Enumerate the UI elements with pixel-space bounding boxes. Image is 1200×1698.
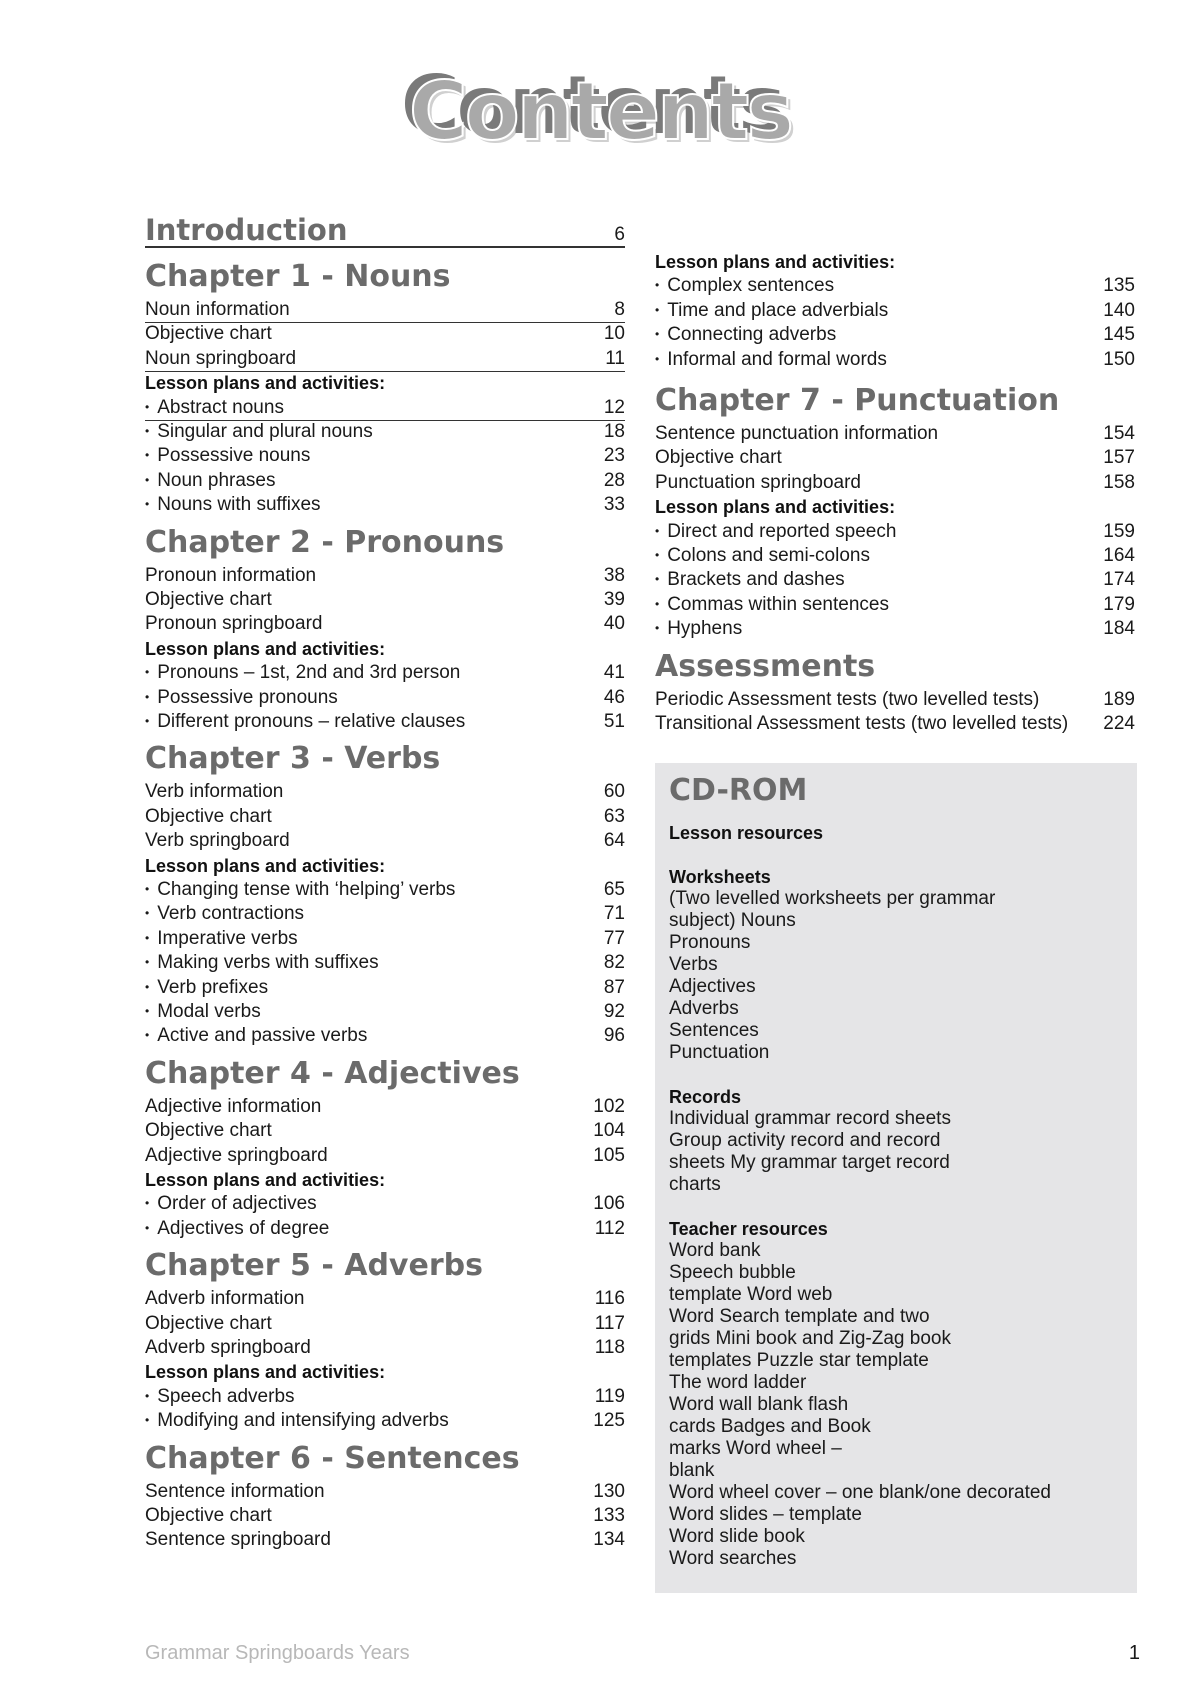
- toc-entry-page: 64: [603, 830, 625, 852]
- toc-entry[interactable]: [655, 471, 1135, 495]
- toc-entry-page: 40: [603, 613, 625, 635]
- worksheet-item: (Two levelled worksheets per grammar: [669, 888, 996, 909]
- toc-entry-label: Verb springboard: [145, 830, 290, 852]
- chapter-heading: Assessments: [655, 648, 876, 684]
- toc-entry-label: Objective chart: [145, 1505, 272, 1526]
- toc-entry-page: 118: [594, 1337, 625, 1358]
- lesson-plans-heading: Lesson plans and activities:: [655, 252, 896, 272]
- toc-entry-page: 140: [1103, 299, 1135, 321]
- teacher-resource-item: Word searches: [669, 1548, 797, 1569]
- toc-entry-page: 63: [603, 805, 625, 827]
- teacher-resource-item: Word wall blank flash: [669, 1394, 849, 1415]
- lesson-plans-heading: Lesson plans and activities:: [655, 497, 896, 518]
- toc-entry-label: • Speech adverbs: [145, 1386, 295, 1407]
- toc-entry[interactable]: [145, 298, 625, 323]
- toc-entry-page: 112: [594, 1217, 625, 1239]
- toc-entry-page: 174: [1103, 569, 1135, 591]
- toc-entry-label: • Commas within sentences: [655, 594, 889, 615]
- toc-entry-page: 154: [1103, 423, 1135, 444]
- toc-entry[interactable]: [145, 1312, 625, 1336]
- teacher-resource-item: The word ladder: [669, 1372, 807, 1393]
- toc-entry[interactable]: [145, 1480, 625, 1504]
- toc-entry[interactable]: [655, 299, 1135, 323]
- record-item: charts: [669, 1174, 721, 1195]
- toc-entry[interactable]: [655, 712, 1135, 736]
- toc-entry-label: • Order of adjectives: [145, 1193, 317, 1214]
- toc-entry[interactable]: [145, 1119, 625, 1143]
- toc-entry-label: • Pronouns – 1st, 2nd and 3rd person: [145, 662, 460, 683]
- toc-entry-page: 106: [593, 1193, 625, 1215]
- toc-entry-page: 134: [593, 1529, 625, 1551]
- toc-entry[interactable]: [145, 976, 625, 1000]
- records-heading: Records: [669, 1087, 742, 1107]
- toc-entry-label: • Adjectives of degree: [145, 1218, 329, 1239]
- toc-entry-page: 60: [603, 781, 625, 803]
- toc-entry-label: Sentence information: [145, 1480, 325, 1502]
- toc-entry-page: 39: [603, 589, 625, 610]
- toc-entry[interactable]: [145, 1385, 625, 1409]
- toc-entry[interactable]: [145, 1504, 625, 1528]
- toc-entry[interactable]: [145, 710, 625, 734]
- toc-entry-label: Sentence springboard: [145, 1529, 331, 1551]
- toc-entry-page: 12: [603, 396, 625, 418]
- toc-entry-label: • Possessive nouns: [145, 445, 310, 466]
- toc-entry-page: 145: [1103, 324, 1135, 346]
- toc-entry-label: • Verb prefixes: [145, 977, 268, 998]
- cd-rom-panel: [655, 763, 1137, 1593]
- toc-entry-label: Adjective information: [145, 1095, 322, 1117]
- toc-entry[interactable]: [145, 902, 625, 926]
- teacher-resource-item: blank: [669, 1460, 715, 1481]
- toc-entry-page: 28: [603, 469, 625, 491]
- toc-entry-label: • Informal and formal words: [655, 349, 887, 370]
- toc-entry[interactable]: [145, 1528, 625, 1552]
- toc-entry[interactable]: [145, 1287, 625, 1311]
- toc-entry[interactable]: [145, 347, 625, 372]
- chapter-heading: Chapter 3 - Verbs: [145, 741, 441, 777]
- teacher-resources-heading: Teacher resources: [669, 1219, 828, 1239]
- toc-entry[interactable]: [145, 1409, 625, 1433]
- chapter-heading: Chapter 4 - Adjectives: [145, 1055, 520, 1091]
- toc-entry[interactable]: [145, 1336, 625, 1360]
- footer-page-number: 1: [1128, 1642, 1140, 1664]
- toc-entry-page: 87: [603, 976, 625, 998]
- teacher-resource-item: Speech bubble: [669, 1262, 796, 1283]
- toc-entry[interactable]: [145, 1095, 625, 1119]
- toc-entry[interactable]: [145, 564, 625, 588]
- toc-entry-page: 10: [603, 323, 625, 345]
- worksheet-item: subject) Nouns: [669, 910, 796, 931]
- toc-entry-label: • Making verbs with suffixes: [145, 952, 379, 973]
- toc-entry-label: • Verb contractions: [145, 903, 304, 924]
- teacher-resource-item: marks Word wheel –: [669, 1438, 842, 1459]
- teacher-resource-item: Word slides – template: [669, 1504, 862, 1525]
- toc-entry[interactable]: [145, 396, 625, 421]
- toc-entry-label: Objective chart: [655, 447, 782, 469]
- introduction-label: Introduction: [145, 213, 348, 247]
- toc-entry-page: 150: [1103, 348, 1135, 370]
- toc-entry-label: • Nouns with suffixes: [145, 494, 321, 515]
- toc-entry-page: 51: [603, 711, 625, 732]
- toc-entry[interactable]: [655, 520, 1135, 544]
- lesson-resources-heading: Lesson resources: [669, 823, 824, 843]
- toc-entry-page: 135: [1103, 275, 1135, 297]
- toc-entry-label: Pronoun information: [145, 564, 317, 586]
- toc-entry[interactable]: [145, 780, 625, 804]
- worksheet-item: Sentences: [669, 1020, 759, 1041]
- teacher-resource-item: templates Puzzle star template: [669, 1350, 929, 1371]
- toc-entry[interactable]: [145, 1000, 625, 1024]
- teacher-resource-item: grids Mini book and Zig-Zag book: [669, 1328, 951, 1349]
- toc-entry[interactable]: [145, 1217, 625, 1241]
- toc-entry-page: 96: [603, 1025, 625, 1047]
- toc-entry[interactable]: [145, 829, 625, 853]
- toc-entry-label: Pronoun springboard: [145, 613, 323, 635]
- teacher-resource-item: Word Search template and two: [669, 1306, 930, 1327]
- toc-entry[interactable]: [145, 469, 625, 493]
- toc-entry[interactable]: [145, 951, 625, 975]
- toc-entry-label: • Time and place adverbials: [655, 300, 888, 321]
- introduction-page: 6: [614, 224, 625, 245]
- toc-entry-page: 125: [593, 1410, 625, 1432]
- record-item: Individual grammar record sheets: [669, 1108, 951, 1129]
- toc-entry-page: 11: [605, 347, 625, 369]
- toc-entry[interactable]: [655, 422, 1135, 446]
- toc-entry-page: 130: [593, 1480, 625, 1502]
- toc-entry-label: Transitional Assessment tests (two levelled tests): [655, 713, 1069, 734]
- toc-entry[interactable]: [655, 617, 1135, 641]
- toc-entry-label: • Modifying and intensifying adverbs: [145, 1410, 449, 1431]
- toc-entry-page: 102: [593, 1095, 625, 1117]
- chapter-heading: Chapter 7 - Punctuation: [655, 383, 1060, 418]
- toc-entry-label: • Hyphens: [655, 618, 742, 639]
- toc-entry-label: • Noun phrases: [145, 470, 276, 491]
- teacher-resource-item: Word bank: [669, 1240, 761, 1261]
- chapter-heading: Chapter 6 - Sentences: [145, 1440, 520, 1476]
- toc-entry-label: • Colons and semi-colons: [655, 545, 870, 566]
- toc-entry-label: • Active and passive verbs: [145, 1025, 367, 1046]
- chapter-heading: Chapter 1 - Nouns: [145, 259, 451, 294]
- toc-entry-page: 82: [603, 952, 625, 974]
- toc-entry-page: 189: [1103, 688, 1135, 710]
- toc-entry-label: Adverb information: [145, 1288, 305, 1310]
- toc-entry-page: 104: [593, 1120, 625, 1142]
- toc-entry-label: • Connecting adverbs: [655, 324, 836, 345]
- toc-entry-label: Noun springboard: [145, 347, 297, 369]
- toc-entry[interactable]: [145, 805, 625, 829]
- toc-entry-label: • Changing tense with ‘helping’ verbs: [145, 879, 455, 900]
- toc-entry-page: 117: [594, 1312, 625, 1334]
- toc-entry[interactable]: [145, 444, 625, 468]
- teacher-resource-item: Word slide book: [669, 1526, 805, 1547]
- toc-entry-page: 46: [603, 686, 625, 708]
- toc-entry-label: • Imperative verbs: [145, 928, 298, 949]
- toc-entry-label: Adjective springboard: [145, 1144, 328, 1166]
- toc-entry-page: 119: [594, 1385, 625, 1407]
- toc-entry-label: Punctuation springboard: [655, 471, 861, 493]
- toc-entry-page: 116: [594, 1288, 625, 1310]
- toc-entry-label: • Direct and reported speech: [655, 521, 896, 542]
- lesson-plans-heading: Lesson plans and activities:: [145, 373, 386, 394]
- toc-entry-page: 184: [1103, 618, 1135, 640]
- toc-entry-label: Periodic Assessment tests (two levelled tests): [655, 688, 1040, 710]
- lesson-plans-heading: Lesson plans and activities:: [145, 1362, 386, 1383]
- toc-entry-label: • Singular and plural nouns: [145, 421, 373, 442]
- toc-entry-page: 224: [1103, 713, 1135, 734]
- toc-entry-page: 8: [614, 299, 625, 320]
- toc-entry[interactable]: [655, 323, 1135, 347]
- toc-entry-page: 18: [603, 421, 625, 442]
- toc-entry-label: • Different pronouns – relative clauses: [145, 711, 465, 732]
- lesson-plans-heading: Lesson plans and activities:: [145, 638, 386, 659]
- toc-entry-page: 92: [603, 1001, 625, 1022]
- toc-entry-page: 158: [1103, 471, 1135, 493]
- toc-entry-label: Objective chart: [145, 1120, 272, 1142]
- toc-entry-label: Adverb springboard: [145, 1337, 311, 1358]
- toc-entry-page: 23: [603, 445, 625, 467]
- page-title: Contents: [409, 65, 791, 158]
- toc-entry-page: 157: [1103, 447, 1135, 469]
- toc-entry[interactable]: [655, 274, 1135, 298]
- toc-entry-label: • Possessive pronouns: [145, 687, 338, 708]
- toc-entry[interactable]: [145, 493, 625, 517]
- toc-entry-page: 33: [603, 494, 625, 516]
- lesson-plans-heading: Lesson plans and activities:: [145, 855, 386, 876]
- toc-entry-label: • Modal verbs: [145, 1001, 261, 1022]
- toc-entry-page: 77: [603, 927, 625, 949]
- toc-entry[interactable]: [145, 1192, 625, 1216]
- toc-entry[interactable]: [655, 688, 1135, 712]
- worksheet-item: Adverbs: [669, 998, 739, 1019]
- toc-entry-label: Objective chart: [145, 805, 272, 827]
- worksheet-item: Adjectives: [669, 976, 756, 997]
- toc-entry-page: 105: [593, 1144, 625, 1166]
- toc-entry-label: • Complex sentences: [655, 275, 834, 296]
- toc-entry-label: Verb information: [145, 781, 284, 803]
- toc-entry-page: 164: [1103, 545, 1135, 566]
- toc-entry[interactable]: [655, 348, 1135, 372]
- footer-book-title: Grammar Springboards Years: [145, 1642, 410, 1664]
- toc-entry-page: 71: [603, 903, 625, 925]
- toc-entry[interactable]: [655, 544, 1135, 568]
- teacher-resource-item: cards Badges and Book: [669, 1416, 871, 1437]
- chapter-heading: Chapter 5 - Adverbs: [145, 1248, 483, 1284]
- toc-entry[interactable]: [655, 593, 1135, 617]
- cd-rom-title: CD-ROM: [669, 773, 808, 808]
- worksheet-item: Verbs: [669, 954, 718, 975]
- lesson-plans-heading: Lesson plans and activities:: [145, 1170, 386, 1190]
- toc-entry-page: 41: [603, 662, 625, 684]
- toc-entry-label: Objective chart: [145, 1312, 272, 1334]
- toc-entry-label: • Brackets and dashes: [655, 569, 845, 590]
- record-item: sheets My grammar target record: [669, 1152, 950, 1173]
- worksheet-item: Pronouns: [669, 932, 751, 953]
- toc-entry[interactable]: [655, 446, 1135, 470]
- toc-entry[interactable]: [145, 612, 625, 636]
- toc-entry[interactable]: [145, 420, 625, 444]
- toc-entry-page: 179: [1103, 593, 1135, 615]
- toc-entry-label: Objective chart: [145, 589, 272, 610]
- record-item: Group activity record and record: [669, 1130, 941, 1151]
- introduction-entry[interactable]: [145, 214, 625, 248]
- chapter-heading: Chapter 2 - Pronouns: [145, 524, 505, 560]
- toc-entry[interactable]: [145, 927, 625, 951]
- worksheets-heading: Worksheets: [669, 867, 771, 887]
- toc-entry[interactable]: [145, 878, 625, 902]
- toc-entry-label: Noun information: [145, 299, 290, 320]
- toc-entry-page: 65: [603, 879, 625, 900]
- toc-entry[interactable]: [145, 588, 625, 612]
- worksheet-item: Punctuation: [669, 1042, 770, 1063]
- teacher-resource-item: template Word web: [669, 1284, 833, 1305]
- toc-entry[interactable]: [145, 661, 625, 685]
- toc-entry-label: • Abstract nouns: [145, 397, 284, 418]
- toc-entry-label: Sentence punctuation information: [655, 423, 939, 444]
- teacher-resource-item: Word wheel cover – one blank/one decorated: [669, 1482, 1052, 1503]
- toc-entry[interactable]: [145, 686, 625, 710]
- toc-entry[interactable]: [655, 568, 1135, 592]
- toc-entry[interactable]: [145, 1024, 625, 1048]
- toc-entry-label: Objective chart: [145, 323, 272, 345]
- toc-entry-page: 38: [603, 564, 625, 586]
- toc-entry[interactable]: [145, 322, 625, 346]
- toc-entry-page: 159: [1103, 520, 1135, 542]
- toc-entry[interactable]: [145, 1144, 625, 1168]
- toc-entry-page: 133: [593, 1505, 625, 1526]
